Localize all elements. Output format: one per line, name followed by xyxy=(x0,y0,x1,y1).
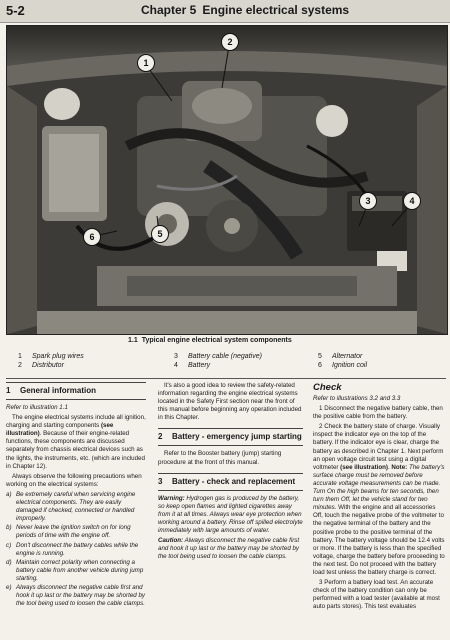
figure-caption xyxy=(128,337,292,344)
chapter-title: Engine electrical systems xyxy=(202,3,350,17)
chapter-number: Chapter 5 xyxy=(141,3,197,17)
column-middle xyxy=(158,382,303,563)
caption-number: 1.1 xyxy=(128,337,138,344)
legend-item: 6 Ignition coil xyxy=(318,362,368,369)
legend-item: 5 Alternator xyxy=(318,353,363,360)
step-1: 1 Disconnect the negative battery cable, then the positive cable from the battery. xyxy=(313,405,443,421)
list-item: b) Never leave the ignition switch on for long periods of time with the engine off. xyxy=(6,524,131,540)
step-2: 2 Check the battery state of charge. Visually inspect the indicator eye on the top of the battery. If the indicator eye is clear, charge the battery as described in Chapter 1. Next perform an open voltage circuit test using a digital voltmeter (see illustration). Note: The battery's surface charge must be removed before accurate voltage measurements can be made. Turn On the high beams for ten seconds, then turn them Off, let the vehicle stand for two minutes. With the engine and all accessories Off, touch the negative probe of the voltmeter to the negative terminal of the battery and the positive probe to the positive terminal of the battery. The battery voltage should be 12.4 volts or more. If the battery is less than the specified voltage, charge the battery before proceeding to the next test. Do not proceed with the battery load test unless the battery charge is correct. xyxy=(313,423,445,576)
section-heading-2: 2 Battery - emergency jump starting xyxy=(158,428,303,446)
list-item: e) Always disconnect the negative cable first and hook it up last or the battery may be shorted by the tool being used to loosen the cable clamps. xyxy=(6,583,145,608)
legend-item: 3 Battery cable (negative) xyxy=(174,353,262,360)
page-header xyxy=(0,0,450,23)
legend-item: 4 Battery xyxy=(174,362,211,369)
page-number: 5-2 xyxy=(6,3,25,18)
callout-4: 4 xyxy=(403,192,421,210)
divider xyxy=(6,378,446,379)
caption-text: Typical engine electrical system components xyxy=(141,337,292,344)
legend-item: 1 Spark plug wires xyxy=(18,353,84,360)
paragraph: The engine electrical systems include all ignition, charging and starting components (see illustration). Because of their engine-related functions, these components are discussed separately from chassis electrical devices such as the lights, the instruments, etc. (which are included in Chapter 12). xyxy=(6,414,146,470)
warning-note: Warning: Hydrogen gas is produced by the battery, so keep open flames and lighted cigarettes away from it at all times. Always wear eye protection when working around a battery. Rinse off spilled electrolyte immediately with large amounts of water. xyxy=(158,494,303,535)
engine-bay-photo xyxy=(6,25,448,335)
callout-6: 6 xyxy=(83,228,101,246)
section-heading-1: 1 General information xyxy=(6,382,146,400)
paragraph: Refer to the Booster battery (jump) starting procedure at the front of this manual. xyxy=(158,450,282,466)
list-item: a) Be extremely careful when servicing engine electrical components. They are easily damaged if checked, connected or handled improperly. xyxy=(6,490,136,523)
chapter-heading xyxy=(141,3,349,17)
callout-5: 5 xyxy=(151,225,169,243)
paragraph: Always observe the following precautions when working on the electrical systems: xyxy=(6,472,142,488)
figure-legend xyxy=(0,350,450,374)
callout-2: 2 xyxy=(221,33,239,51)
section-heading-3: 3 Battery - check and replacement xyxy=(158,473,303,491)
caution-note: Caution: Always disconnect the negative cable first and hook it up last or the battery may be shorted by the tool being used to loosen the cable clamps. xyxy=(158,537,300,561)
list-item: d) Maintain correct polarity when connecting a battery cable from another vehicle during jump starting. xyxy=(6,558,144,582)
engine-bay-illustration xyxy=(7,26,447,334)
column-left xyxy=(6,382,146,609)
illustration-reference: Refer to illustration 1.1 xyxy=(6,404,68,411)
column-right xyxy=(313,382,447,613)
step-3: 3 Perform a battery load test. An accurate check of the battery condition can only be performed with a load tester (available at most auto parts stores). This test evaluates xyxy=(313,579,440,611)
legend-item: 2 Distributor xyxy=(18,362,64,369)
list-item: c) Don't disconnect the battery cables while the engine is running. xyxy=(6,541,139,557)
subheading-check: Check xyxy=(313,382,342,393)
callout-1: 1 xyxy=(137,54,155,72)
callout-3: 3 xyxy=(359,192,377,210)
paragraph: It's also a good idea to review the safety-related information regarding the engine electrical systems located in the Safety First section near the front of this manual before beginning any operation included in this Chapter. xyxy=(158,382,302,422)
illustration-reference: Refer to illustrations 3.2 and 3.3 xyxy=(313,395,401,402)
